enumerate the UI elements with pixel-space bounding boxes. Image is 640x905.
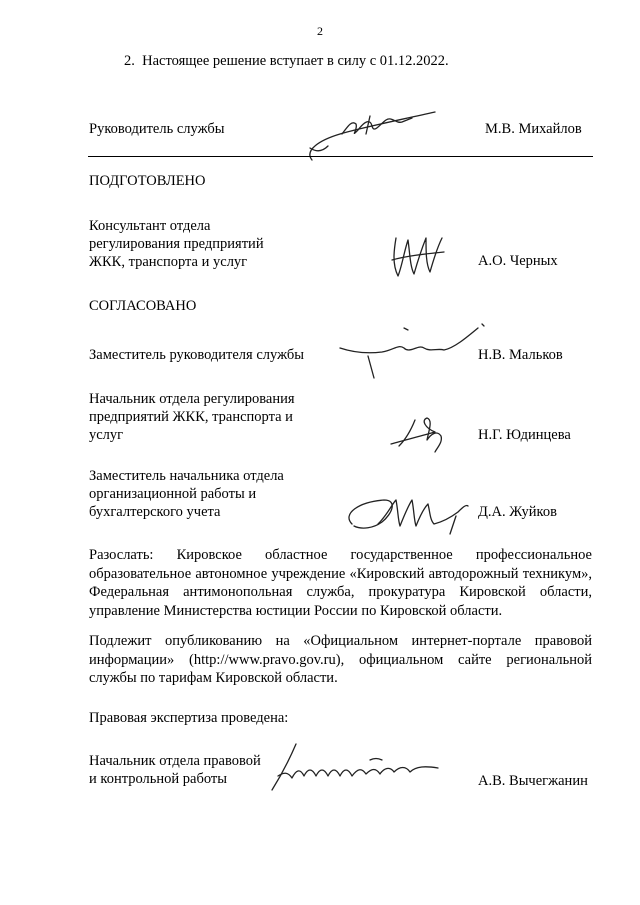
decision-text: Настоящее решение вступает в силу с 01.12.2022. xyxy=(142,53,449,69)
signer-role xyxy=(89,346,304,364)
signer-name: Н.В. Мальков xyxy=(478,347,563,363)
signer-role-line: услуг xyxy=(89,427,124,443)
legal-role-line: и контрольной работы xyxy=(89,771,227,787)
decision-number: 2. xyxy=(124,53,135,69)
signer-role-line: предприятий ЖКК, транспорта и xyxy=(89,409,293,425)
agreed-heading: СОГЛАСОВАНО xyxy=(89,298,197,314)
prepared-role-line: регулирования предприятий xyxy=(89,236,264,252)
legal-name: А.В. Вычегжанин xyxy=(478,773,588,789)
prepared-heading: ПОДГОТОВЛЕНО xyxy=(89,173,206,189)
prepared-role-line: ЖКК, транспорта и услуг xyxy=(89,254,248,270)
head-role: Руководитель службы xyxy=(89,121,225,137)
prepared-role-line: Консультант отдела xyxy=(89,218,211,234)
signer-signature xyxy=(338,490,478,540)
distribution-list: Разослать: Кировское областное государственное профессиональное образовательное автономное учреждение «Кировский автодорожный техникум», Федеральная антимонопольная служба, прокуратура Кировской области, управление Министерства юстиции России по Кировской области. xyxy=(89,547,592,619)
signer-signature xyxy=(332,318,492,382)
signer-role xyxy=(89,390,295,444)
signature-divider xyxy=(88,156,593,157)
decision-item xyxy=(124,52,449,70)
signer-role xyxy=(89,467,284,521)
legal-role-line: Начальник отдела правовой xyxy=(89,753,261,769)
legal-role xyxy=(89,752,261,788)
legal-review-note: Правовая экспертиза проведена: xyxy=(89,710,289,726)
signer-name: Н.Г. Юдинцева xyxy=(478,427,571,443)
signer-role-line: Заместитель начальника отдела xyxy=(89,468,284,484)
signer-role-line: Заместитель руководителя службы xyxy=(89,347,305,363)
legal-signature xyxy=(266,738,446,798)
prepared-signature xyxy=(388,230,448,282)
head-signature xyxy=(300,100,480,170)
signer-role-line: бухгалтерского учета xyxy=(89,504,221,520)
publication-note: Подлежит опубликованию на «Официальном интернет-портале правовой информации» (http://www.pravo.gov.ru), официальном сайте региональной службы по тарифам Кировской области. xyxy=(89,633,592,686)
prepared-role xyxy=(89,217,264,271)
signer-role-line: организационной работы и xyxy=(89,486,257,502)
head-name: М.В. Михайлов xyxy=(485,121,582,137)
page-number: 2 xyxy=(317,24,323,38)
signer-signature xyxy=(385,410,465,456)
prepared-name: А.О. Черных xyxy=(478,253,558,269)
signer-name: Д.А. Жуйков xyxy=(478,504,557,520)
signer-role-line: Начальник отдела регулирования xyxy=(89,391,295,407)
